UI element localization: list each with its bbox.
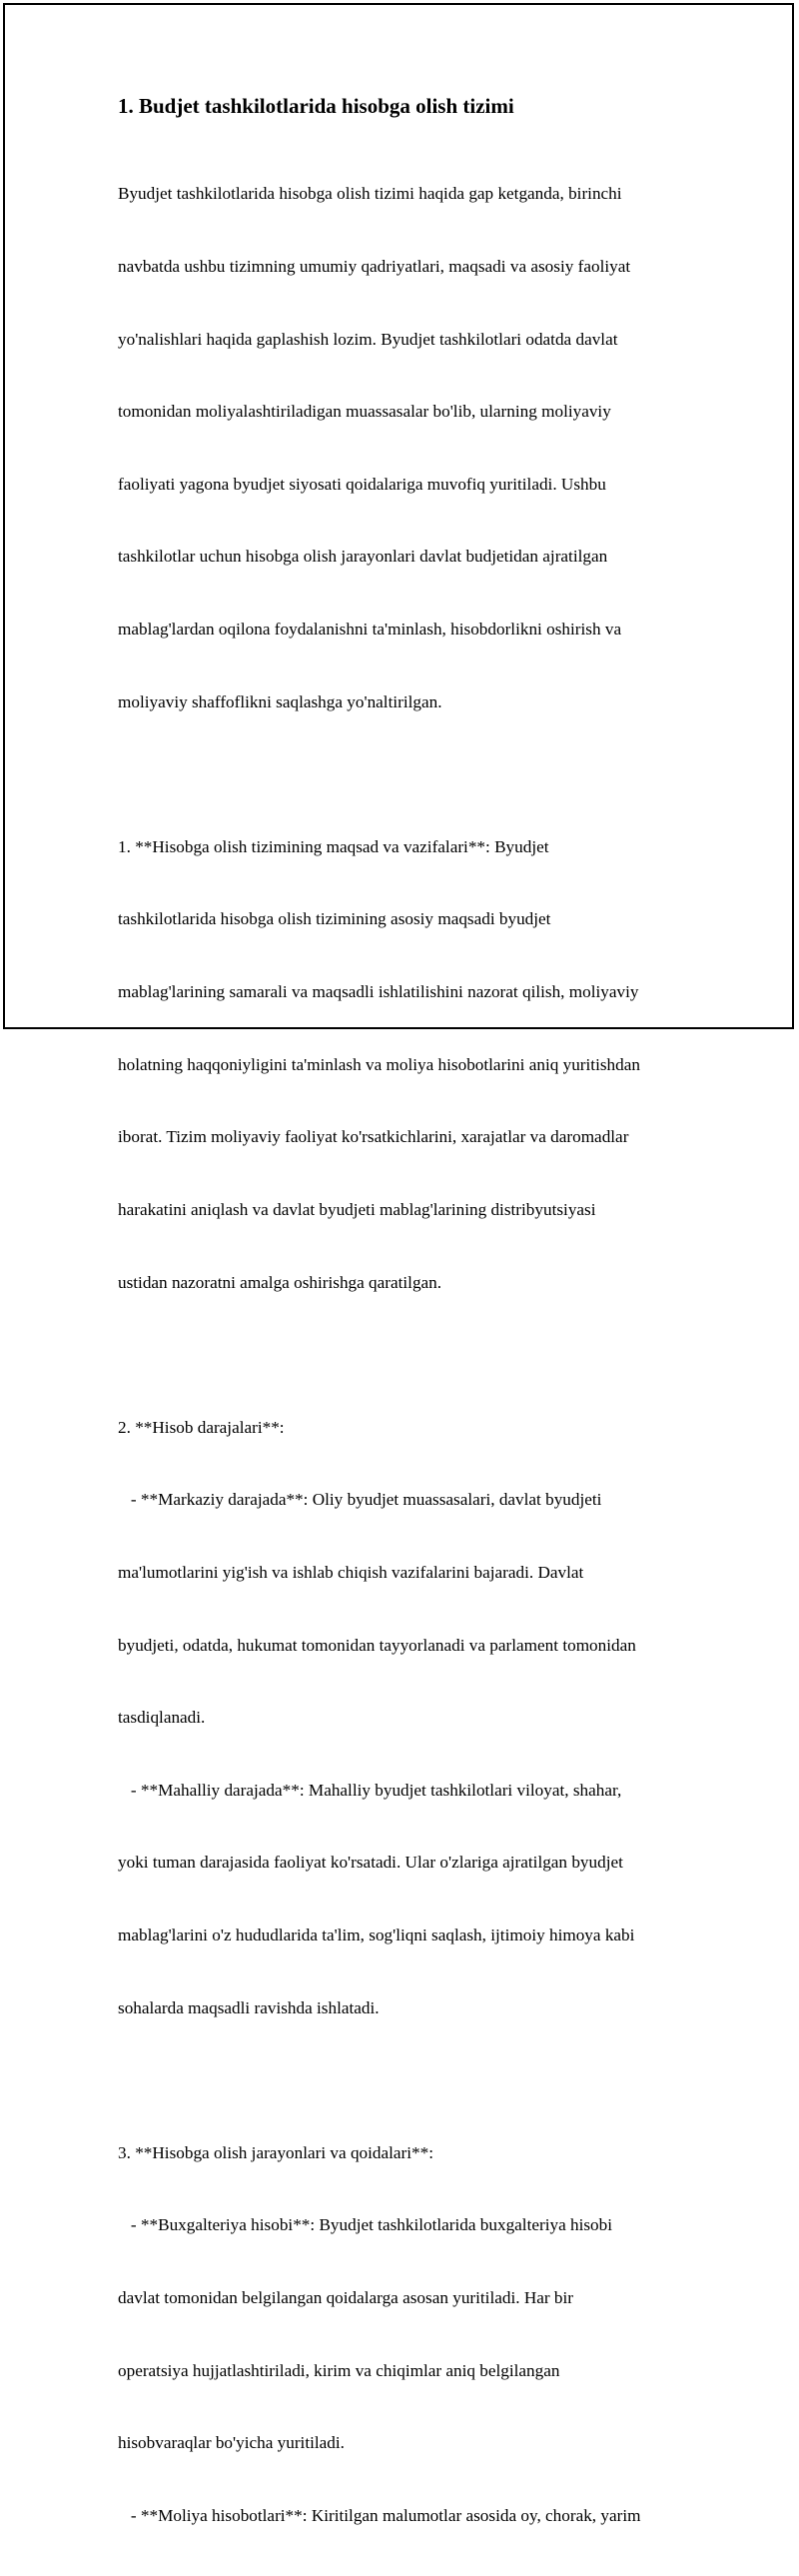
text-line: mablag'larini o'z hududlarida ta'lim, sog'liqni saqlash, ijtimoiy himoya kabi bbox=[118, 1926, 635, 1944]
text-line: davlat tomonidan belgilangan qoidalarga asosan yuritiladi. Har bir bbox=[118, 2288, 573, 2308]
text-line: operatsiya hujjatlashtiriladi, kirim va chiqimlar aniq belgilangan bbox=[118, 2360, 560, 2380]
document-heading: 1. Budjet tashkilotlarida hisobga olish tizimi bbox=[118, 94, 514, 118]
text-line: iborat. Tizim moliyaviy faoliyat ko'rsatkichlarini, xarajatlar va daromadlar bbox=[118, 1127, 629, 1147]
text-line: tashkilotlarida hisobga olish tizimining asosiy maqsadi byudjet bbox=[118, 909, 551, 929]
text-line: Byudjet tashkilotlarida hisobga olish tizimi haqida gap ketganda, birinchi bbox=[118, 184, 622, 204]
text-line: - **Moliya hisobotlari**: Kiritilgan malumotlar asosida oy, chorak, yarim bbox=[118, 2505, 641, 2525]
text-line: - **Mahalliy darajada**: Mahalliy byudjet tashkilotlari viloyat, shahar, bbox=[118, 1780, 622, 1800]
text-line: - **Buxgalteriya hisobi**: Byudjet tashkilotlarida buxgalteriya hisobi bbox=[118, 2215, 613, 2235]
paragraph-spacer bbox=[118, 1343, 697, 1367]
text-line: holatning haqqoniyligini ta'minlash va moliya hisobotlarini aniq yuritishdan bbox=[118, 1054, 640, 1074]
paragraph-section-1 bbox=[118, 786, 697, 1343]
text-line: mablag'lardan oqilona foydalanishni ta'minlash, hisobdorlikni oshirish va bbox=[118, 620, 622, 640]
text-line: ustidan nazoratni amalga oshirishga qaratilgan. bbox=[118, 1272, 442, 1292]
text-line: 2. **Hisob darajalari**: bbox=[118, 1417, 285, 1437]
text-line: yoki tuman darajasida faoliyat ko'rsatadi. Ular o'zlariga ajratilgan byudjet bbox=[118, 1853, 623, 1873]
text-line: mablag'larining samarali va maqsadli ishlatilishini nazorat qilish, moliyaviy bbox=[118, 982, 639, 1002]
text-line: yo'nalishlari haqida gaplashish lozim. Byudjet tashkilotlari odatda davlat bbox=[118, 329, 618, 349]
document-body bbox=[118, 92, 697, 2576]
paragraph-section-3 bbox=[118, 2092, 697, 2576]
paragraph-intro bbox=[118, 134, 697, 762]
text-line: sohalarda maqsadli ravishda ishlatadi. bbox=[118, 1997, 380, 2017]
text-line: navbatda ushbu tizimning umumiy qadriyatlari, maqsadi va asosiy faoliyat bbox=[118, 257, 631, 277]
text-line: byudjeti, odatda, hukumat tomonidan tayyorlanadi va parlament tomonidan bbox=[118, 1635, 636, 1655]
text-line: - **Markaziy darajada**: Oliy byudjet muassasalari, davlat byudjeti bbox=[118, 1490, 602, 1510]
text-line: 1. **Hisobga olish tizimining maqsad va vazifalari**: Byudjet bbox=[118, 836, 549, 856]
paragraph-spacer bbox=[118, 762, 697, 786]
text-line: ma'lumotlarini yig'ish va ishlab chiqish vazifalarini bajaradi. Davlat bbox=[118, 1562, 584, 1582]
text-line: hisobvaraqlar bo'yicha yuritiladi. bbox=[118, 2433, 345, 2453]
text-line: tasdiqlanadi. bbox=[118, 1708, 206, 1728]
text-line: 3. **Hisobga olish jarayonlari va qoidalari**: bbox=[118, 2142, 433, 2162]
text-line: tomonidan moliyalashtiriladigan muassasalar bo'lib, ularning moliyaviy bbox=[118, 402, 611, 422]
text-line: tashkilotlar uchun hisobga olish jarayonlari davlat budjetidan ajratilgan bbox=[118, 547, 608, 567]
paragraph-section-2 bbox=[118, 1367, 697, 2068]
text-line: moliyaviy shaffoflikni saqlashga yo'naltirilgan. bbox=[118, 691, 442, 711]
text-line: harakatini aniqlash va davlat byudjeti mablag'larining distribyutsiyasi bbox=[118, 1199, 596, 1219]
text-line: faoliyati yagona byudjet siyosati qoidalariga muvofiq yuritiladi. Ushbu bbox=[118, 474, 606, 494]
paragraph-spacer bbox=[118, 2068, 697, 2092]
